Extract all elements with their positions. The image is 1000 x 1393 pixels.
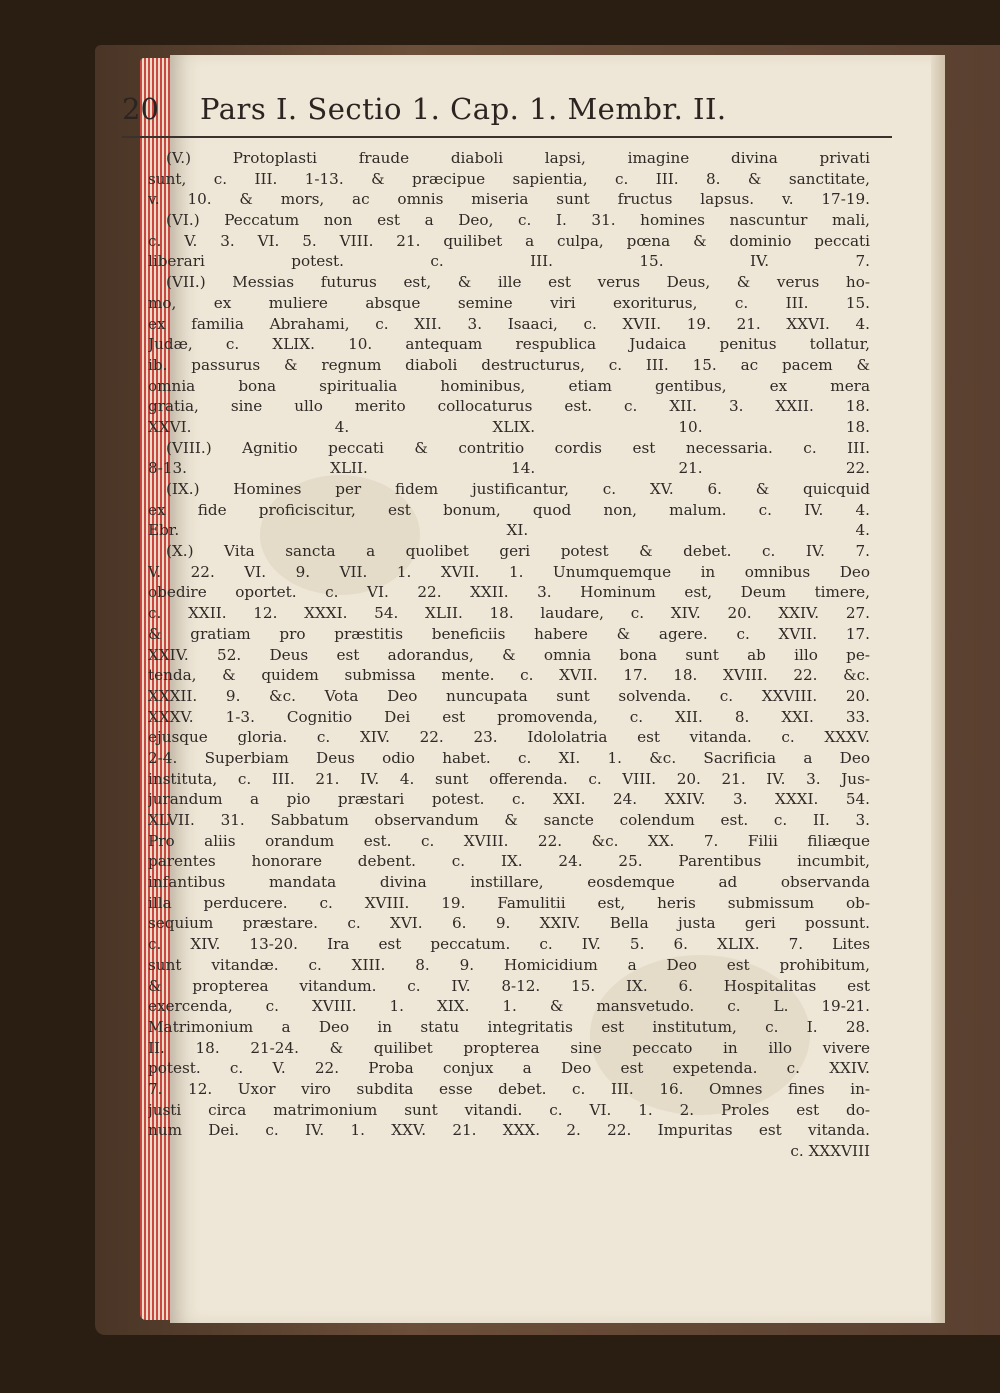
- text-line: sunt, c. III. 1-13. & præcipue sapientia, c. III. 8. & sanctitate,: [148, 169, 870, 188]
- text-line: parentes honorare debent. c. IX. 24. 25. Parentibus incumbit,: [148, 852, 870, 871]
- page-number: 20: [122, 92, 159, 126]
- text-line: ex familia Abrahami, c. XII. 3. Isaaci, c. XVII. 19. 21. XXVI. 4.: [148, 314, 870, 333]
- text-line: sequium præstare. c. XVI. 6. 9. XXIV. Bella justa geri possunt.: [148, 914, 870, 933]
- text-line: potest. c. V. 22. Proba conjux a Deo est expetenda. c. XXIV.: [148, 1059, 870, 1078]
- text-line: omnia bona spiritualia hominibus, etiam gentibus, ex mera: [148, 376, 870, 395]
- text-line: mo, ex muliere absque semine viri exoriturus, c. III. 15.: [148, 293, 870, 312]
- text-line: c. XXXVIII: [790, 1142, 870, 1160]
- text-line: sunt vitandæ. c. XIII. 8. 9. Homicidium a Deo est prohibitum,: [148, 955, 870, 974]
- text-line: exercenda, c. XVIII. 1. XIX. 1. & mansvetudo. c. L. 19-21.: [148, 997, 870, 1016]
- text-line: illa perducere. c. XVIII. 19. Famulitii est, heris submissum ob-: [148, 893, 870, 912]
- text-line: Judæ, c. XLIX. 10. antequam respublica Judaica penitus tollatur,: [148, 335, 870, 354]
- text-line: 2-4. Superbiam Deus odio habet. c. XI. 1. &c. Sacrificia a Deo: [148, 748, 870, 767]
- body-text: [148, 148, 870, 1162]
- text-line: V. 22. VI. 9. VII. 1. XVII. 1. Unumquemque in omnibus Deo: [148, 562, 870, 581]
- text-line: (X.) Vita sancta a quolibet geri potest & debet. c. IV. 7.: [166, 542, 870, 561]
- text-line: XLVII. 31. Sabbatum observandum & sancte colendum est. c. II. 3.: [148, 811, 870, 829]
- text-line: gratia, sine ullo merito collocaturus est. c. XII. 3. XXII. 18.: [148, 397, 870, 416]
- text-line: tenda, & quidem submissa mente. c. XVII. 17. 18. XVIII. 22. &c.: [148, 666, 870, 685]
- text-line: c. V. 3. VI. 5. VIII. 21. quilibet a culpa, pœna & dominio peccati: [148, 231, 870, 250]
- text-line: Pro aliis orandum est. c. XVIII. 22. &c. XX. 7. Filii filiæque: [148, 831, 870, 850]
- text-line: (IX.) Homines per fidem justificantur, c. XV. 6. & quicquid: [166, 480, 870, 498]
- text-line: justi circa matrimonium sunt vitandi. c. VI. 1. 2. Proles est do-: [148, 1100, 870, 1119]
- text-line: num Dei. c. IV. 1. XXV. 21. XXX. 2. 22. Impuritas est vitanda.: [148, 1121, 870, 1140]
- text-line: & gratiam pro præstitis beneficiis habere & agere. c. XVII. 17.: [148, 624, 870, 643]
- text-line: ex fide proficiscitur, est bonum, quod non, malum. c. IV. 4.: [148, 500, 870, 519]
- text-line: 8-13. XLII. 14. 21. 22.: [148, 459, 870, 478]
- text-line: II. 18. 21-24. & quilibet propterea sine peccato in illo vivere: [148, 1038, 870, 1057]
- text-line: jurandum a pio præstari potest. c. XXI. 24. XXIV. 3. XXXI. 54.: [148, 790, 870, 809]
- text-line: ejusque gloria. c. XIV. 22. 23. Idololatria est vitanda. c. XXXV.: [148, 728, 870, 747]
- text-line: (VI.) Peccatum non est a Deo, c. I. 31. homines nascuntur mali,: [166, 211, 870, 230]
- header-rule: [122, 136, 892, 138]
- text-line: (VII.) Messias futurus est, & ille est verus Deus, & verus ho-: [166, 273, 870, 292]
- text-line: Ebr. XI. 4.: [148, 521, 870, 540]
- text-line: v. 10. & mors, ac omnis miseria sunt fructus lapsus. v. 17-19.: [148, 190, 870, 209]
- text-line: c. XXII. 12. XXXI. 54. XLII. 18. laudare, c. XIV. 20. XXIV. 27.: [148, 604, 870, 623]
- text-line: Matrimonium a Deo in statu integritatis est institutum, c. I. 28.: [148, 1017, 870, 1036]
- text-line: (VIII.) Agnitio peccati & contritio cordis est necessaria. c. III.: [166, 438, 870, 457]
- text-line: infantibus mandata divina instillare, eosdemque ad observanda: [148, 873, 870, 892]
- text-line: XXIV. 52. Deus est adorandus, & omnia bona sunt ab illo pe-: [148, 645, 870, 664]
- page-gutter: [931, 55, 945, 1323]
- text-line: (V.) Protoplasti fraude diaboli lapsi, imagine divina privati: [166, 149, 870, 167]
- text-line: ib. passurus & regnum diaboli destructurus, c. III. 15. ac pacem &: [148, 355, 870, 374]
- text-line: & propterea vitandum. c. IV. 8-12. 15. IX. 6. Hospitalitas est: [148, 976, 870, 995]
- running-header: [122, 92, 892, 132]
- text-line: 7. 12. Uxor viro subdita esse debet. c. III. 16. Omnes fines in-: [148, 1079, 870, 1098]
- text-line: XXVI. 4. XLIX. 10. 18.: [148, 417, 870, 436]
- text-line: instituta, c. III. 21. IV. 4. sunt offerenda. c. VIII. 20. 21. IV. 3. Jus-: [148, 769, 870, 788]
- text-line: liberari potest. c. III. 15. IV. 7.: [148, 252, 870, 271]
- text-line: XXXII. 9. &c. Vota Deo nuncupata sunt solvenda. c. XXVIII. 20.: [148, 686, 870, 705]
- running-title: Pars I. Sectio 1. Cap. 1. Membr. II.: [200, 92, 727, 126]
- text-line: c. XIV. 13-20. Ira est peccatum. c. IV. 5. 6. XLIX. 7. Lites: [148, 935, 870, 954]
- text-line: obedire oportet. c. VI. 22. XXII. 3. Hominum est, Deum timere,: [148, 583, 870, 602]
- text-line: XXXV. 1-3. Cognitio Dei est promovenda, c. XII. 8. XXI. 33.: [148, 707, 870, 726]
